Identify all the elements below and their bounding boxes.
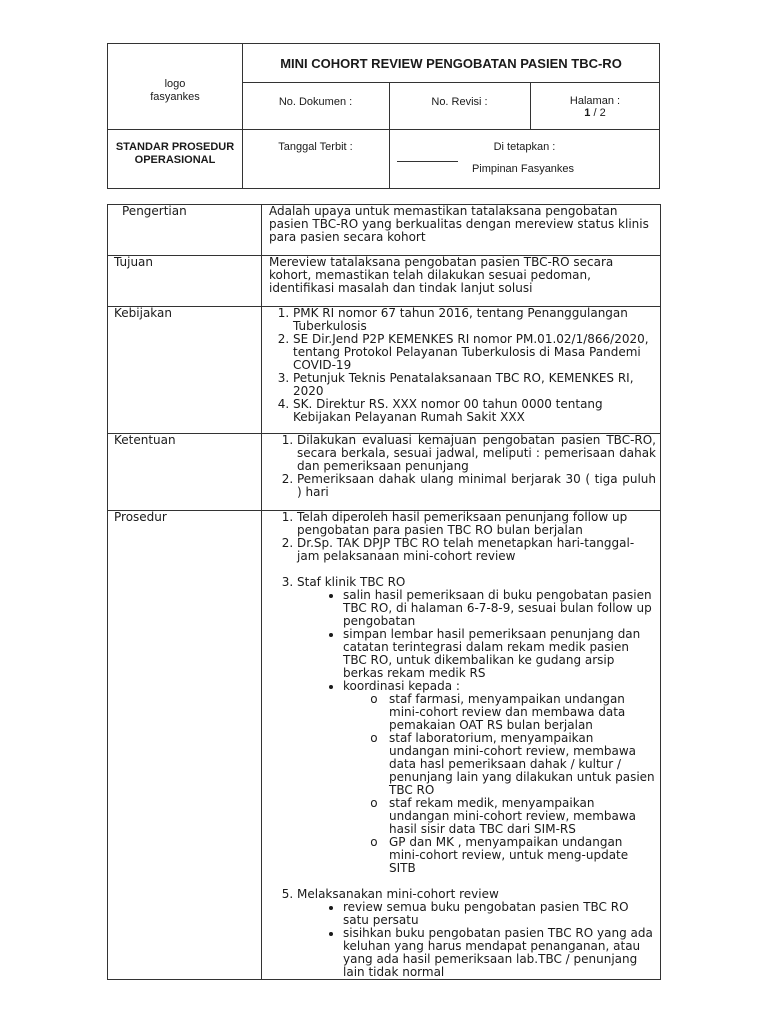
bullet-item: • review semua buku pengobatan pasien TBC RO satu persatu [343,901,656,927]
ketentuan-list [269,434,656,499]
bullet-item-text: koordinasi kepada : [343,679,460,693]
row-ketentuan [108,434,661,511]
list-item: 2. Dr.Sp. TAK DPJP TBC RO telah menetapkan hari-tanggal-jam pelaksanaan mini-cohort review [297,537,656,563]
sop-label-line2: OPERASIONAL [134,154,216,166]
list-item [297,576,656,875]
label-prosedur: Prosedur [108,511,262,980]
signatory-name: Pimpinan Fasyankes [471,163,575,175]
list-item [297,888,656,979]
list-item: 2. SE Dir.Jend P2P KEMENKES RI nomor PM.01.02/1/866/2020, tentang Protokol Pelayanan Tuberkulosis di Masa Pandemi COVID-19 [293,333,656,372]
sop-label [108,141,242,167]
list-item: 4. SK. Direktur RS. XXX nomor 00 tahun 0000 tentang Kebijakan Pelayanan Rumah Sakit XXX [293,398,656,424]
text-tujuan: Mereview tatalaksana pengobatan pasien TBC-RO secara kohort, memastikan telah dilakukan sesuai pedoman, identifikasi masalah dan tindak lanjut solusi [262,256,661,307]
label-kebijakan: Kebijakan [108,307,262,434]
list-item-text: Melaksanakan mini-cohort review [297,887,499,901]
list-item-text: Staf klinik TBC RO [297,575,406,589]
row-tujuan [108,256,661,307]
issue-date-label: Tanggal Terbit : [278,141,353,153]
revision-label: No. Revisi : [431,96,488,108]
doc-number-label: No. Dokumen : [278,96,353,108]
bullet-item: • sisihkan buku pengobatan pasien TBC RO yang ada keluhan yang harus mendapat penanganan, atau yang ada hasil pemeriksaan lab.TBC / penunjang lain tidak normal [343,927,656,979]
kebijakan-list [269,307,656,424]
bullet-item: • simpan lembar hasil pemeriksaan penunjang dan catatan terintegrasi dalam rekam medik pasien TBC RO, untuk dikembalikan ke gudang arsip berkas rekam medik RS [343,628,656,680]
sub-item: o staf farmasi, menyampaikan undangan mini-cohort review dan membawa data pemakaian OAT RS bulan berjalan [389,693,656,732]
sub-list [389,693,656,875]
sop-label-line1: STANDAR PROSEDUR [115,141,235,153]
bullet-list [343,589,656,875]
sub-item: o staf rekam medik, menyampaikan undangan mini-cohort review, membawa hasil sisir data TBC dari SIM-RS [389,797,656,836]
established-label: Di tetapkan : [493,141,556,153]
list-item: 2. Pemeriksaan dahak ulang minimal berjarak 30 ( tiga puluh ) hari [297,473,656,499]
sop-content-table [107,204,661,980]
row-prosedur [108,511,661,980]
document-title: MINI COHORT REVIEW PENGOBATAN PASIEN TBC-RO [280,56,622,71]
bullet-item: • salin hasil pemeriksaan di buku pengobatan pasien TBC RO, di halaman 6-7-8-9, sesuai bulan follow up pengobatan [343,589,656,628]
list-item: 1. PMK RI nomor 67 tahun 2016, tentang Penanggulangan Tuberkulosis [293,307,656,333]
bullet-item [343,680,656,875]
label-pengertian: Pengertian [108,205,262,256]
list-item: 1. Telah diperoleh hasil pemeriksaan penunjang follow up pengobatan para pasien TBC RO bulan berjalan [297,511,656,537]
sub-item: o staf laboratorium, menyampaikan undangan mini-cohort review, membawa data hasl pemeriksaan dahak / kultur / penunjang lain yang dilakukan untuk pasien TBC RO [389,732,656,797]
sop-header [107,43,660,189]
page-current: 1 [584,107,591,119]
logo-subtext: fasyankes [150,91,200,103]
page-label: Halaman : [569,95,621,107]
list-item: 1. Dilakukan evaluasi kemajuan pengobatan pasien TBC-RO, secara berkala, sesuai jadwal, meliputi : pemerisaan dahak dan pemeriksaan penunjang [297,434,656,473]
page-total: / 2 [593,107,606,119]
sub-item: o GP dan MK , menyampaikan undangan mini-cohort review, untuk meng-update SITB [389,836,656,875]
row-kebijakan [108,307,661,434]
signature-line [397,161,458,162]
row-pengertian [108,205,661,256]
prosedur-list [269,511,656,979]
logo-placeholder [108,78,242,104]
bullet-list [343,901,656,979]
list-item: 3. Petunjuk Teknis Penatalaksanaan TBC RO, KEMENKES RI, 2020 [293,372,656,398]
label-tujuan: Tujuan [108,256,262,307]
page-indicator [530,95,660,119]
label-ketentuan: Ketentuan [108,434,262,511]
text-pengertian: Adalah upaya untuk memastikan tatalaksana pengobatan pasien TBC-RO yang berkualitas dengan mereview status klinis para pasien secara kohort [262,205,661,256]
logo-text: logo [164,78,186,90]
